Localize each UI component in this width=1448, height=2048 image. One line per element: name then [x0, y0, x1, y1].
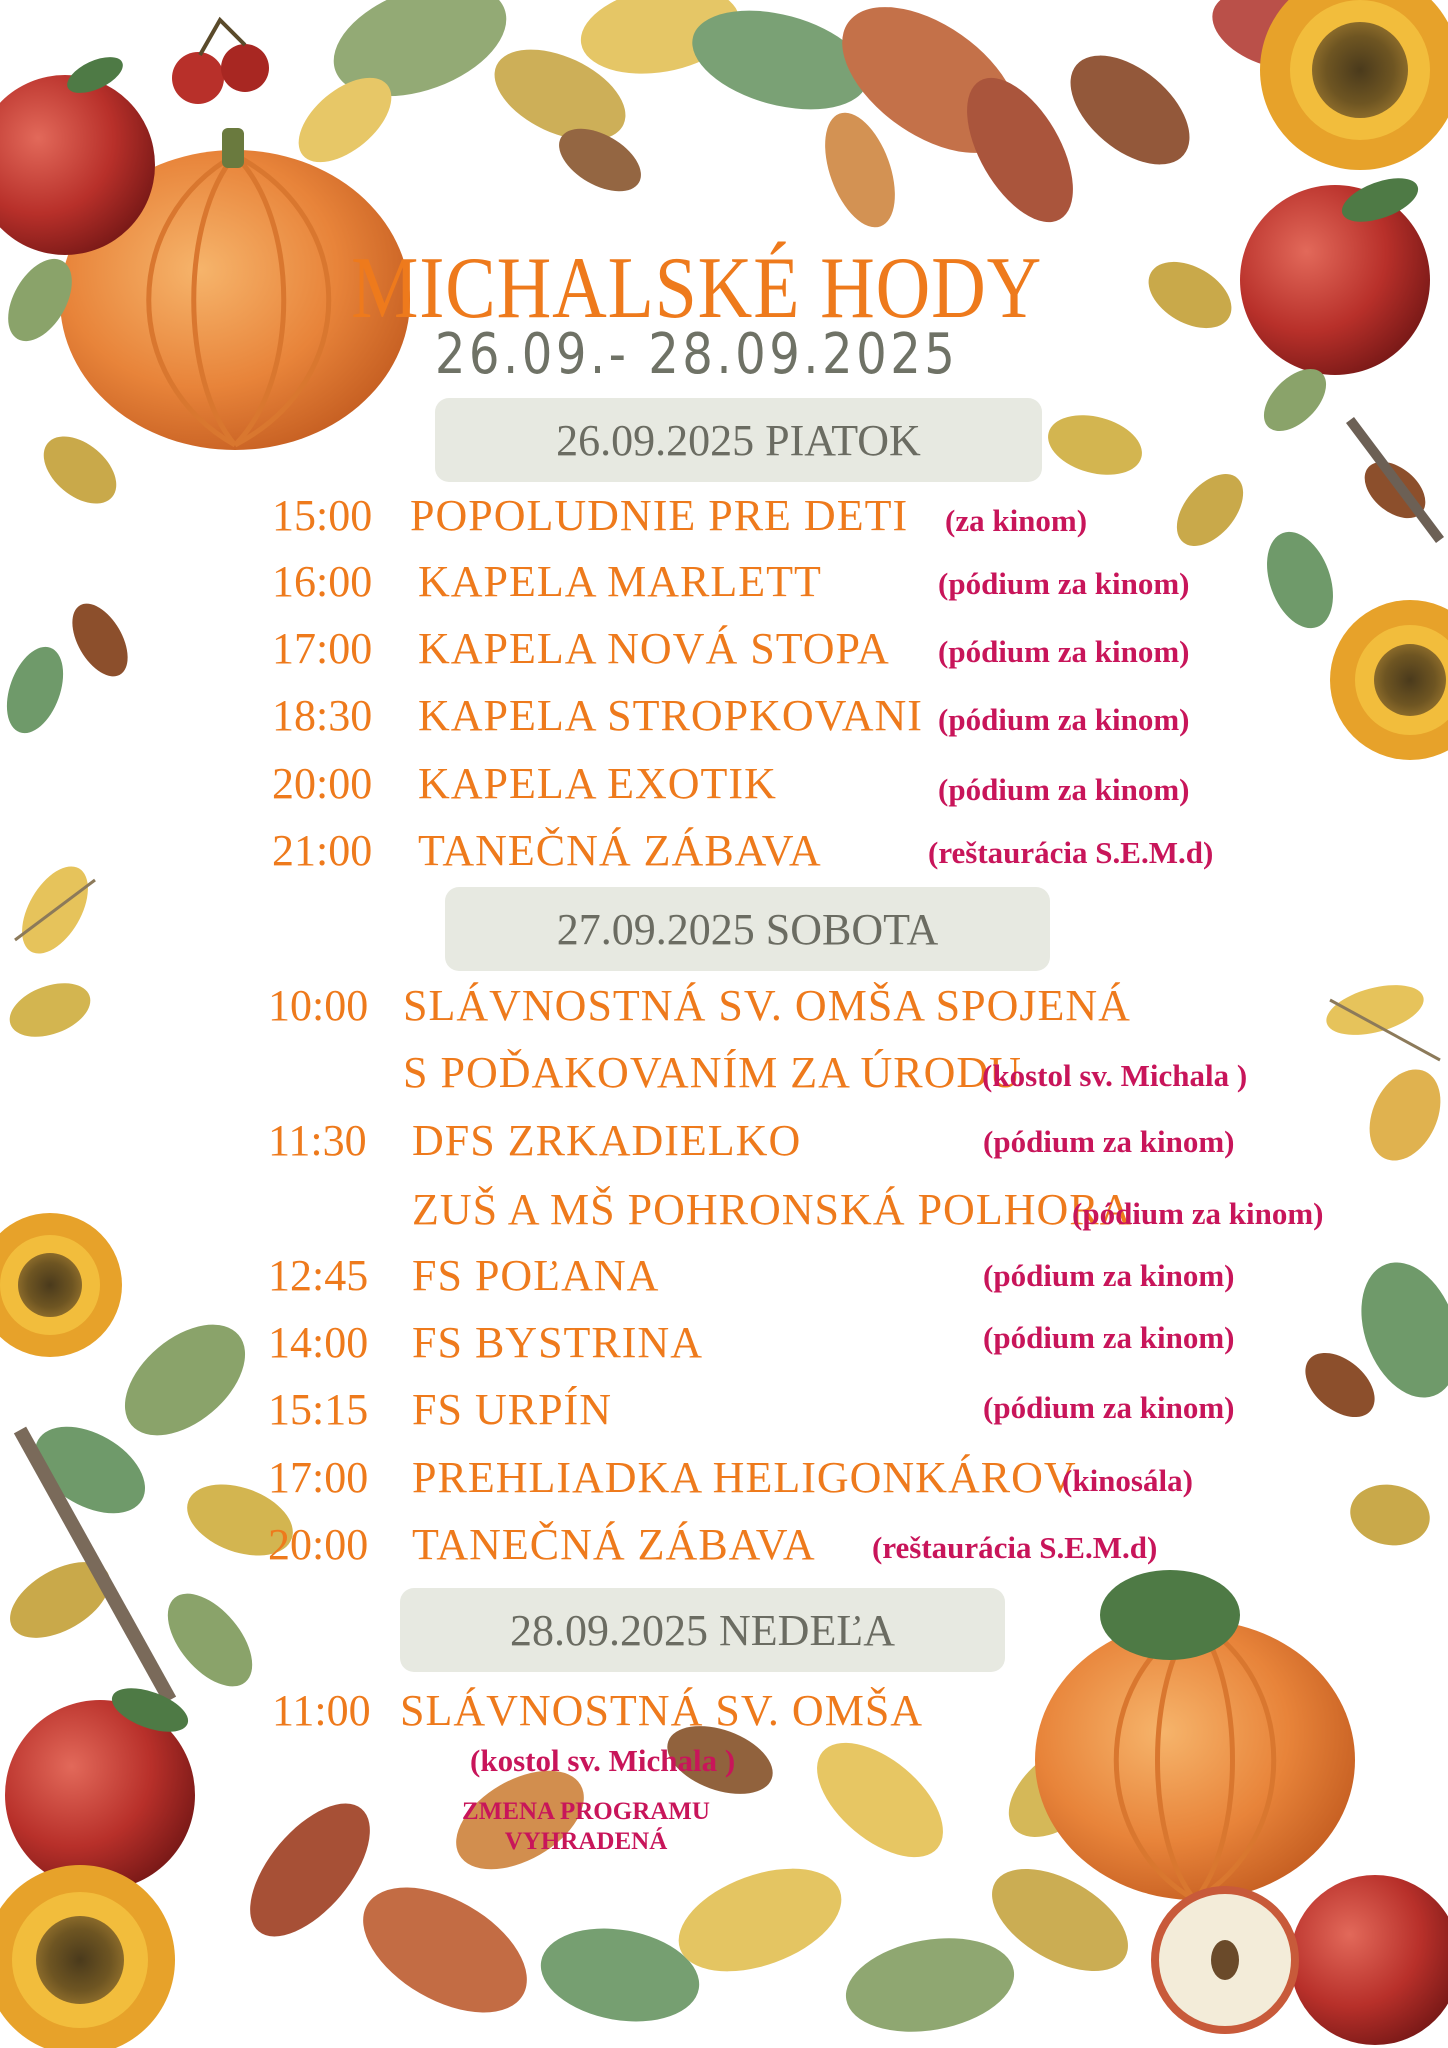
day-banner-saturday: 27.09.2025 SOBOTA	[445, 887, 1050, 971]
event-place: (pódium za kinom)	[938, 566, 1190, 601]
event-place: (pódium za kinom)	[983, 1390, 1235, 1425]
event-time: 20:00	[272, 759, 373, 808]
event-place: (kostol sv. Michala )	[982, 1058, 1248, 1093]
event-place: (pódium za kinom)	[938, 702, 1190, 737]
event-name: TANEČNÁ ZÁBAVA	[412, 1520, 816, 1569]
event-place: (pódium za kinom)	[938, 634, 1190, 669]
day-banner-friday: 26.09.2025 PIATOK	[435, 398, 1042, 482]
event-place: (reštaurácia S.E.M.d)	[872, 1530, 1158, 1565]
program-change-note	[416, 1797, 756, 1857]
note-line-1: ZMENA PROGRAMU	[462, 1798, 710, 1825]
event-time: 21:00	[272, 826, 373, 875]
event-name: SLÁVNOSTNÁ SV. OMŠA	[400, 1686, 924, 1735]
event-place: (pódium za kinom)	[1072, 1196, 1324, 1231]
event-name: SLÁVNOSTNÁ SV. OMŠA SPOJENÁ	[403, 981, 1131, 1030]
event-name: FS URPÍN	[412, 1385, 612, 1434]
event-time: 12:45	[268, 1251, 369, 1300]
event-time: 11:00	[272, 1686, 371, 1735]
event-place: (reštaurácia S.E.M.d)	[928, 835, 1214, 870]
event-time: 15:15	[268, 1385, 369, 1434]
sunflower-illustration	[1260, 0, 1448, 170]
event-time: 10:00	[268, 981, 369, 1030]
event-name: FS BYSTRINA	[412, 1318, 703, 1367]
event-name: KAPELA MARLETT	[418, 557, 822, 606]
event-name: POPOLUDNIE PRE DETI	[410, 491, 909, 540]
sunflower-illustration	[0, 1213, 122, 1357]
event-name: KAPELA NOVÁ STOPA	[418, 624, 890, 673]
sunflower-illustration	[0, 1865, 175, 2048]
event-time: 20:00	[268, 1520, 369, 1569]
event-name-continued: S POĎAKOVANÍM ZA ÚRODU	[403, 1048, 1022, 1097]
day-banner-sunday: 28.09.2025 NEDEĽA	[400, 1588, 1005, 1672]
event-time: 16:00	[272, 557, 373, 606]
event-time: 17:00	[268, 1453, 369, 1502]
event-place: (kostol sv. Michala )	[470, 1743, 736, 1778]
event-name: KAPELA EXOTIK	[418, 759, 777, 808]
sunflower-illustration	[1330, 600, 1448, 760]
event-place: (za kinom)	[945, 503, 1088, 538]
rowan-berry-illustration	[172, 20, 269, 104]
event-title: MICHALSKÉ HODY	[351, 240, 1043, 337]
event-time: 17:00	[272, 624, 373, 673]
event-time: 18:30	[272, 691, 373, 740]
pumpkin-illustration	[1035, 1570, 1355, 1900]
apple-illustration	[5, 1679, 195, 1890]
event-place: (pódium za kinom)	[983, 1320, 1235, 1355]
note-line-2: VYHRADENÁ	[504, 1828, 668, 1855]
event-name: TANEČNÁ ZÁBAVA	[418, 826, 822, 875]
event-name: ZUŠ A MŠ POHRONSKÁ POLHORA	[412, 1185, 1133, 1234]
event-time: 14:00	[268, 1318, 369, 1367]
event-name: FS POĽANA	[412, 1251, 660, 1300]
event-place: (pódium za kinom)	[983, 1258, 1235, 1293]
event-dates: 26.09.- 28.09.2025	[434, 322, 959, 387]
event-name: KAPELA STROPKOVANI	[418, 691, 923, 740]
event-name: PREHLIADKA HELIGONKÁROV	[412, 1453, 1077, 1502]
event-place: (pódium za kinom)	[938, 772, 1190, 807]
event-name: DFS ZRKADIELKO	[412, 1116, 802, 1165]
apple-illustration	[0, 50, 155, 255]
apple-illustration	[1155, 1875, 1448, 2045]
event-time: 15:00	[272, 491, 373, 540]
event-place: (kinosála)	[1062, 1463, 1193, 1498]
top-leaves	[284, 0, 1339, 239]
event-place: (pódium za kinom)	[983, 1124, 1235, 1159]
event-time: 11:30	[268, 1116, 367, 1165]
